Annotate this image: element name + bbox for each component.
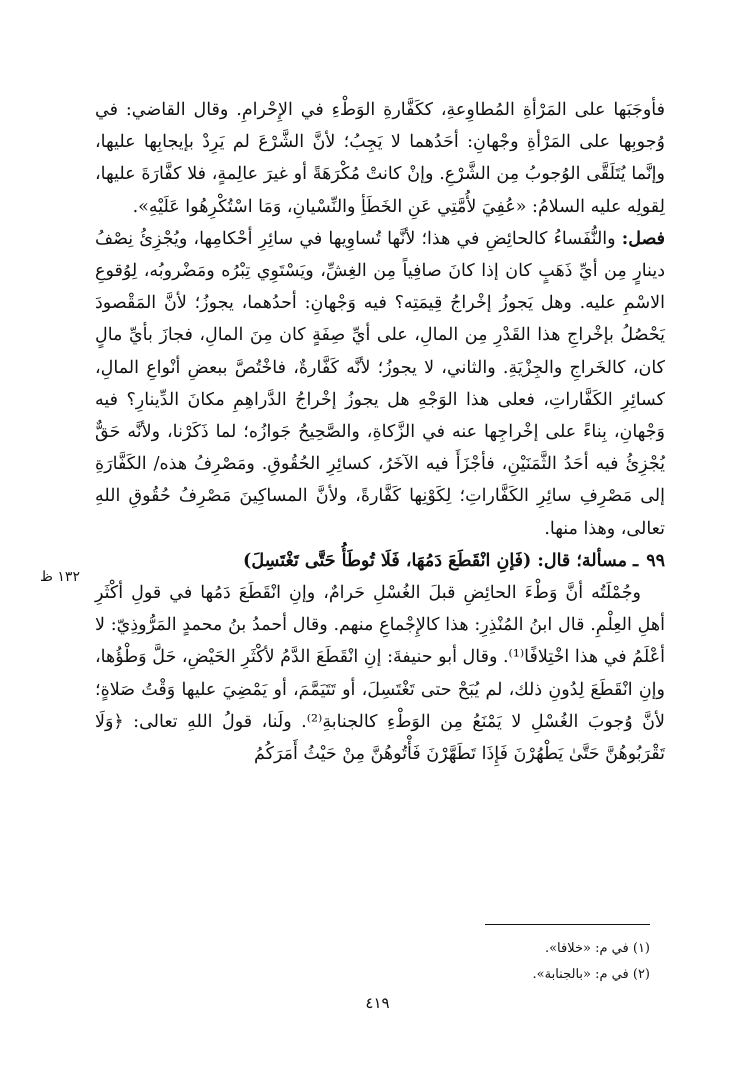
footnotes — [350, 936, 650, 988]
section-number: ٩٩ — [646, 550, 665, 571]
paragraph-1: فأوجَبَها على المَرْأةِ المُطاوِعةِ، ككَفَّارةِ الوَطْءِ في الإِحْرامِ. وقال القاضي: في وُجوبِها على المَرْأةِ وجْهانِ: أحَدُهما لا يَجِبُ؛ لأنَّ الشَّرْعَ لم يَرِدْ بإيجابِها عليها، وإنَّما يُتَلَقَّى الوُجوبُ مِن الشَّرْعِ. وإنْ كانتْ مُكْرَهَةً أو غيرَ عالِمةٍ، فلا كفَّارَةَ عليها، لِقولِه عليه السلامُ: «عُفِيَ لأُمَّتِي عَنِ الخَطَأِ والنِّسْيانِ، وَمَا اسْتُكْرِهُوا عَلَيْهِ». — [95, 100, 665, 217]
paragraph-2-text: والنُّفَساءُ كالحائِضِ في هذا؛ لأنَّها تُساوِيها في سائِرِ أحْكامِها، ويُجْزِئُ نِصْفُ دينارٍ مِن أيِّ ذَهَبٍ كان إذا كانَ صافِياً مِن الغِشِّ، ويَسْتَوِي تِبْرُه ومَضْروبُه، لِوُقوعِ الاسْمِ عليه. وهل يَجوزُ إخْراجُ قِيمَتِه؟ فيه وَجْهانِ: أحدُهما، يجوزُ؛ لأنَّ المَقْصودَ يَحْصُلُ بإخْراجِ هذا القَدْرِ مِن المالِ، على أيِّ صِفَةٍ كان مِنَ المالِ، فجازَ بأيِّ مالٍ كان، كالخَراجِ والجِزْيَةِ. والثاني، لا يجوزُ؛ لأنَّه كَفَّارةٌ، فاخْتُصَّ ببعضِ أنْواعِ المالِ، كسائِرِ الكَفَّاراتِ، فعلى هذا الوَجْهِ هل يجوزُ إخْراجُ الدَّراهِمِ مكانَ الدِّينارِ؟ فيه وَجْهانِ، بِناءً على إخْراجِها عنه في الزَّكاةِ، والصَّحِيحُ جَوازُه؛ لما ذَكَرْنا، ولأنَّه حَقٌّ يُجْزِئُ فيه أحَدُ الثَّمَنَيْنِ، فأجْزَأَ فيه الآخَرُ، كسائِرِ الحُقُوقِ. ومَصْرِفُ هذه/ الكَفَّارَةِ إلى مَصْرِفِ سائِرِ الكَفَّاراتِ؛ لِكَوْنِها كَفَّارةً، ولأنَّ المساكِينَ مَصْرِفُ حُقُوقِ اللهِ تعالى، وهذا منها. — [95, 228, 665, 539]
footnote-divider — [485, 924, 650, 925]
page-number: ٤١٩ — [365, 994, 390, 1012]
paragraph-3: وجُمْلَتُه أنَّ وَطْءَ الحائِضِ قبلَ الغُسْلِ حَرامٌ، وإنِ انْقَطَعَ دَمُها في قولِ أكْثَرِ أهلِ العِلْمِ. قال ابنُ المُنْذِرِ: هذا كالإِجْماعِ منهم. وقال أحمدُ بنُ محمدٍ المَرُّوذِيّ: لا أعْلَمُ في هذا اخْتِلافًا⁽¹⁾. وقال أبو حنيفةَ: إنِ انْقَطَعَ الدَّمُ لأكْثَرِ الحَيْضِ، حَلَّ وَطْؤُها، وإنِ انْقَطَعَ لِدُونِ ذلك، لم يُبَحْ حتى تَغْتَسِلَ، أو تَتَيَمَّمَ، أو يَمْضِيَ عليها وَقْتُ صَلاةٍ؛ لأنَّ وُجوبَ الغُسْلِ لا يَمْنَعُ مِن الوَطْءِ كالجنابةِ⁽²⁾. ولَنا، قولُ اللهِ تعالى: ﴿وَلَا تَقْرَبُوهُنَّ حَتَّىٰ يَطْهُرْنَ فَإِذَا تَطَهَّرْنَ فَأْتُوهُنَّ مِنْ حَيْثُ أَمَرَكُمُ — [95, 583, 666, 765]
fasl-label: فصل: — [621, 228, 665, 249]
paragraph-2 — [95, 223, 665, 545]
footnote-1: (١) في م: «خلافا». — [544, 941, 650, 956]
section-heading-text: ـ مسألة؛ قال: (فَإنِ انْقَطَعَ دَمُهَا، فَلَا تُوطَأُ حَتَّى تَغْتَسِلَ) — [243, 550, 639, 571]
main-text — [95, 94, 665, 770]
footnote-2: (٢) في م: «بالجنابة». — [532, 967, 650, 982]
section-heading — [95, 545, 665, 577]
margin-folio-note: ١٣٢ ظ — [40, 569, 80, 585]
